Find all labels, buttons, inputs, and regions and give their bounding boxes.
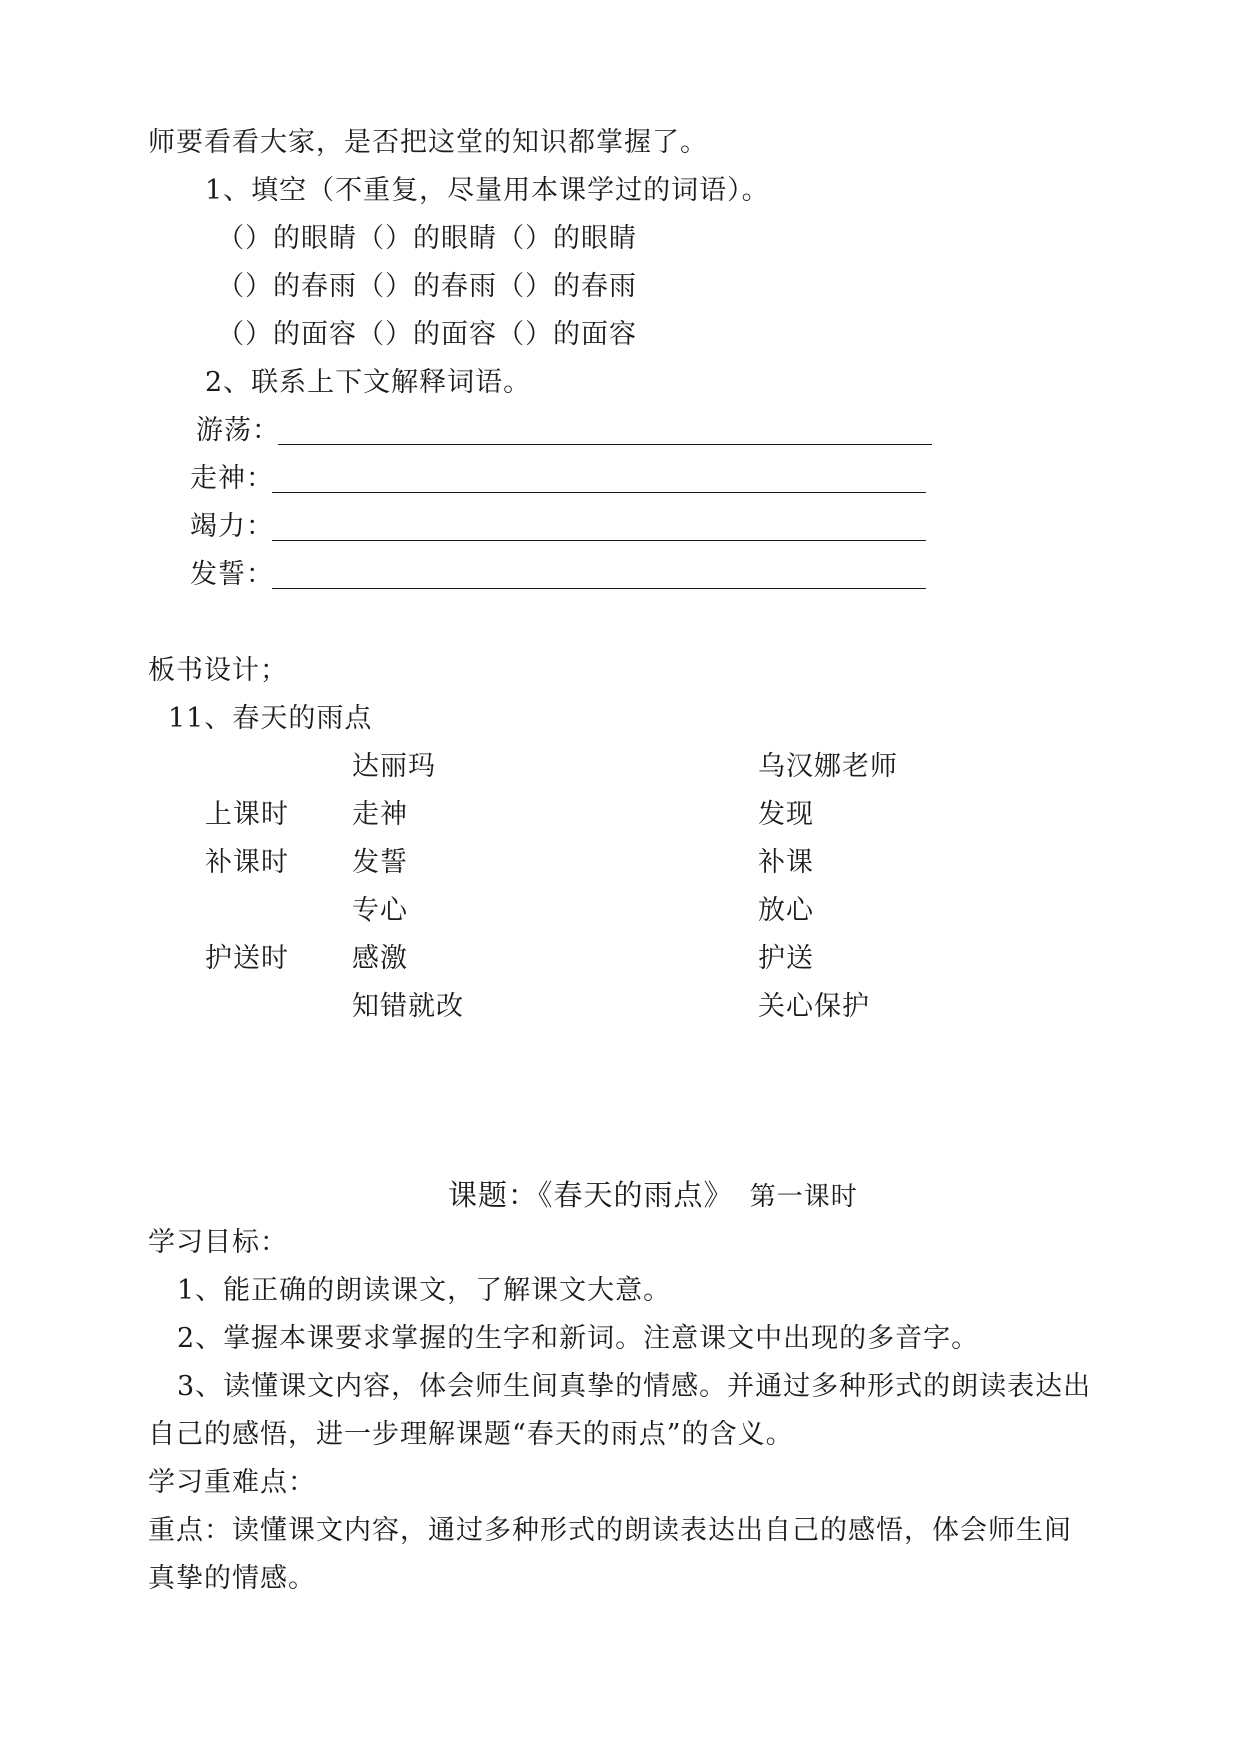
fill-blank-row: （）的面容（）的面容（）的面容	[217, 319, 637, 350]
term-label: 游荡：	[196, 415, 280, 446]
board-phase: 补课时	[205, 847, 289, 878]
goal-item-continuation: 自己的感悟，进一步理解课题“春天的雨点”的含义。	[148, 1419, 794, 1450]
exercise1-heading: 1、填空（不重复，尽量用本课学过的词语）。	[205, 175, 770, 206]
board-lesson-title: 11、春天的雨点	[168, 703, 373, 734]
fill-blank-row: （）的眼睛（）的眼睛（）的眼睛	[217, 223, 637, 254]
lesson-title-period: 第一课时	[749, 1182, 858, 1212]
goal-item: 3、读懂课文内容，体会师生间真挚的情感。并通过多种形式的朗读表达出	[177, 1371, 1092, 1402]
goals-heading: 学习目标：	[148, 1227, 288, 1258]
goal-item: 1、能正确的朗读课文，了解课文大意。	[177, 1275, 672, 1306]
board-teacher-word: 护送	[758, 943, 814, 974]
fill-blank-row: （）的春雨（）的春雨（）的春雨	[217, 271, 637, 302]
term-label: 走神：	[190, 463, 274, 494]
board-teacher-word: 补课	[758, 847, 814, 878]
answer-line[interactable]	[278, 444, 932, 445]
answer-line[interactable]	[272, 492, 926, 493]
board-teacher-word: 关心保护	[758, 991, 870, 1022]
board-student-word: 走神	[352, 799, 408, 830]
board-student-word: 专心	[352, 895, 408, 926]
answer-line[interactable]	[272, 588, 926, 589]
board-phase: 上课时	[205, 799, 289, 830]
board-phase: 护送时	[205, 943, 289, 974]
goal-item: 2、掌握本课要求掌握的生字和新词。注意课文中出现的多音字。	[177, 1323, 980, 1354]
board-student-word: 知错就改	[352, 991, 464, 1022]
board-col-student: 达丽玛	[352, 751, 436, 782]
key-heading: 学习重难点：	[148, 1467, 316, 1498]
key-point-line: 重点：读懂课文内容，通过多种形式的朗读表达出自己的感悟，体会师生间	[148, 1515, 1072, 1546]
lesson-title	[448, 1178, 858, 1214]
term-label: 竭力：	[190, 511, 274, 542]
board-col-teacher: 乌汉娜老师	[758, 751, 898, 782]
lesson-title-main: 课题：《春天的雨点》	[448, 1178, 734, 1212]
board-teacher-word: 发现	[758, 799, 814, 830]
board-student-word: 感激	[352, 943, 408, 974]
board-student-word: 发誓	[352, 847, 408, 878]
board-heading: 板书设计；	[148, 655, 288, 686]
answer-line[interactable]	[272, 540, 926, 541]
board-teacher-word: 放心	[758, 895, 814, 926]
key-point-line: 真挚的情感。	[148, 1563, 316, 1594]
intro-line: 师要看看大家，是否把这堂的知识都掌握了。	[148, 127, 708, 158]
exercise2-heading: 2、联系上下文解释词语。	[205, 367, 532, 398]
term-label: 发誓：	[190, 559, 274, 590]
